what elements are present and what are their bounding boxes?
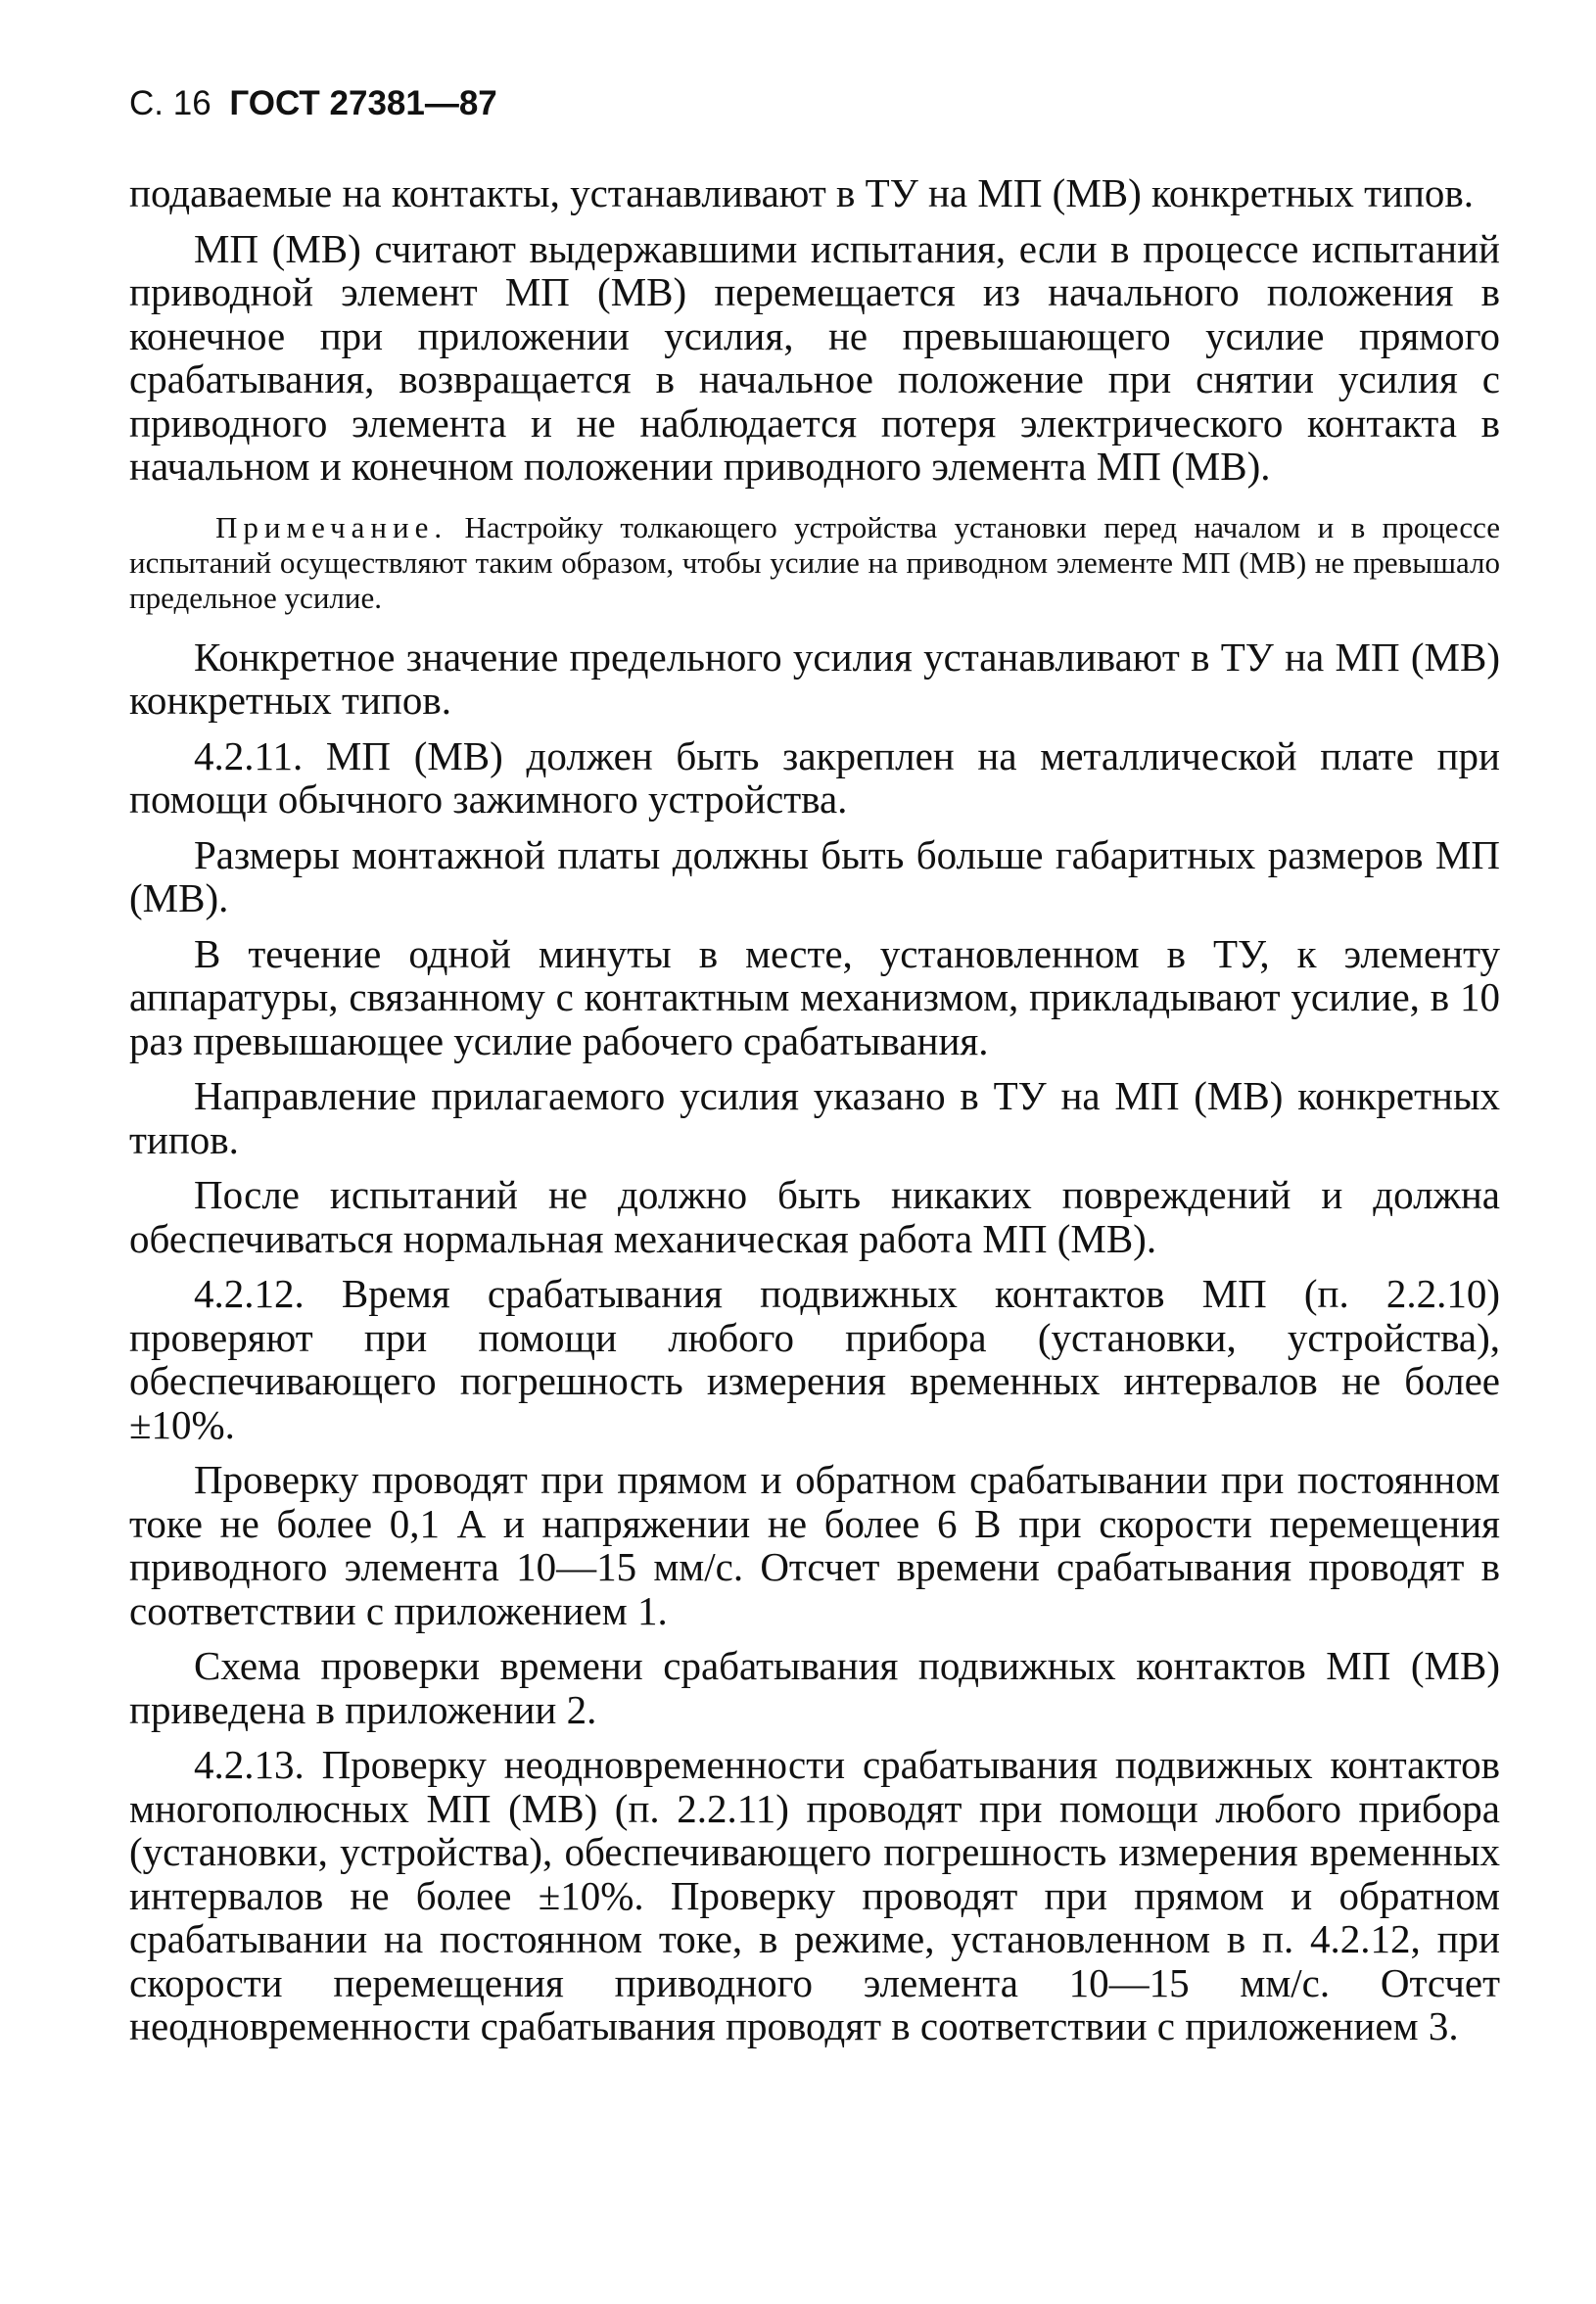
paragraph: Направление прилагаемого усилия указано в ТУ на МП (МВ) конкретных типов. bbox=[129, 1073, 1500, 1162]
note-label: Примечание. bbox=[215, 509, 448, 544]
paragraph: 4.2.12. Время срабатывания подвижных контактов МП (п. 2.2.10) проверяют при помощи любого прибора (установки, устройства), обеспечивающего погрешность измерения временных интервалов не более ±10%. bbox=[129, 1271, 1500, 1447]
paragraph: 4.2.13. Проверку неодновременности срабатывания подвижных контактов многополюсных МП (МВ) (п. 2.2.11) проводят при помощи любого прибора (установки, устройства), обеспечивающего погрешность измерения временных интервалов не более ±10%. Проверку проводят при прямом и обратном срабатывании на постоянном токе, в режиме, установленном в п. 4.2.12, при скорости перемещения приводного элемента 10—15 мм/с. Отсчет неодновременности срабатывания проводят в соответствии с приложением 3. bbox=[129, 1742, 1500, 2048]
paragraph: Проверку проводят при прямом и обратном срабатывании при постоянном токе не более 0,1 А и напряжении не более 6 В при скорости перемещения приводного элемента 10—15 мм/с. Отсчет времени срабатывания проводят в соответствии с приложением 1. bbox=[129, 1457, 1500, 1633]
paragraph: МП (МВ) считают выдержавшими испытания, если в процессе испытаний приводной элемент МП (МВ) перемещается из начального положения в конечное при приложении усилия, не превышающего усилие прямого срабатывания, возвращается в начальное положение при снятии усилия с приводного элемента и не наблюдается потеря электрического контакта в начальном и конечном положении приводного элемента МП (МВ). bbox=[129, 225, 1500, 489]
paragraph: Схема проверки времени срабатывания подвижных контактов МП (МВ) приведена в приложении 2. bbox=[129, 1643, 1500, 1732]
paragraph: Размеры монтажной платы должны быть больше габаритных размеров МП (МВ). bbox=[129, 831, 1500, 920]
paragraph: Конкретное значение предельного усилия устанавливают в ТУ на МП (МВ) конкретных типов. bbox=[129, 634, 1500, 723]
standard-code: ГОСТ 27381—87 bbox=[229, 84, 497, 122]
page-number: С. 16 bbox=[129, 84, 211, 122]
page-header bbox=[129, 84, 497, 123]
paragraph: После испытаний не должно быть никаких повреждений и должна обеспечиваться нормальная механическая работа МП (МВ). bbox=[129, 1172, 1500, 1261]
note-text: Настройку толкающего устройства установки перед началом и в процессе испытаний осуществляют таким образом, чтобы усилие на приводном элементе МП (МВ) не превышало предельное усилие. bbox=[129, 509, 1500, 615]
paragraph: подаваемые на контакты, устанавливают в ТУ на МП (МВ) конкретных типов. bbox=[129, 170, 1474, 215]
paragraph: 4.2.11. МП (МВ) должен быть закреплен на металлической плате при помощи обычного зажимного устройства. bbox=[129, 732, 1500, 822]
document-body bbox=[129, 171, 1500, 2048]
paragraph: В течение одной минуты в месте, установленном в ТУ, к элементу аппаратуры, связанному с контактным механизмом, прикладывают усилие, в 10 раз превышающее усилие рабочего срабатывания. bbox=[129, 930, 1500, 1063]
note bbox=[129, 510, 1500, 616]
